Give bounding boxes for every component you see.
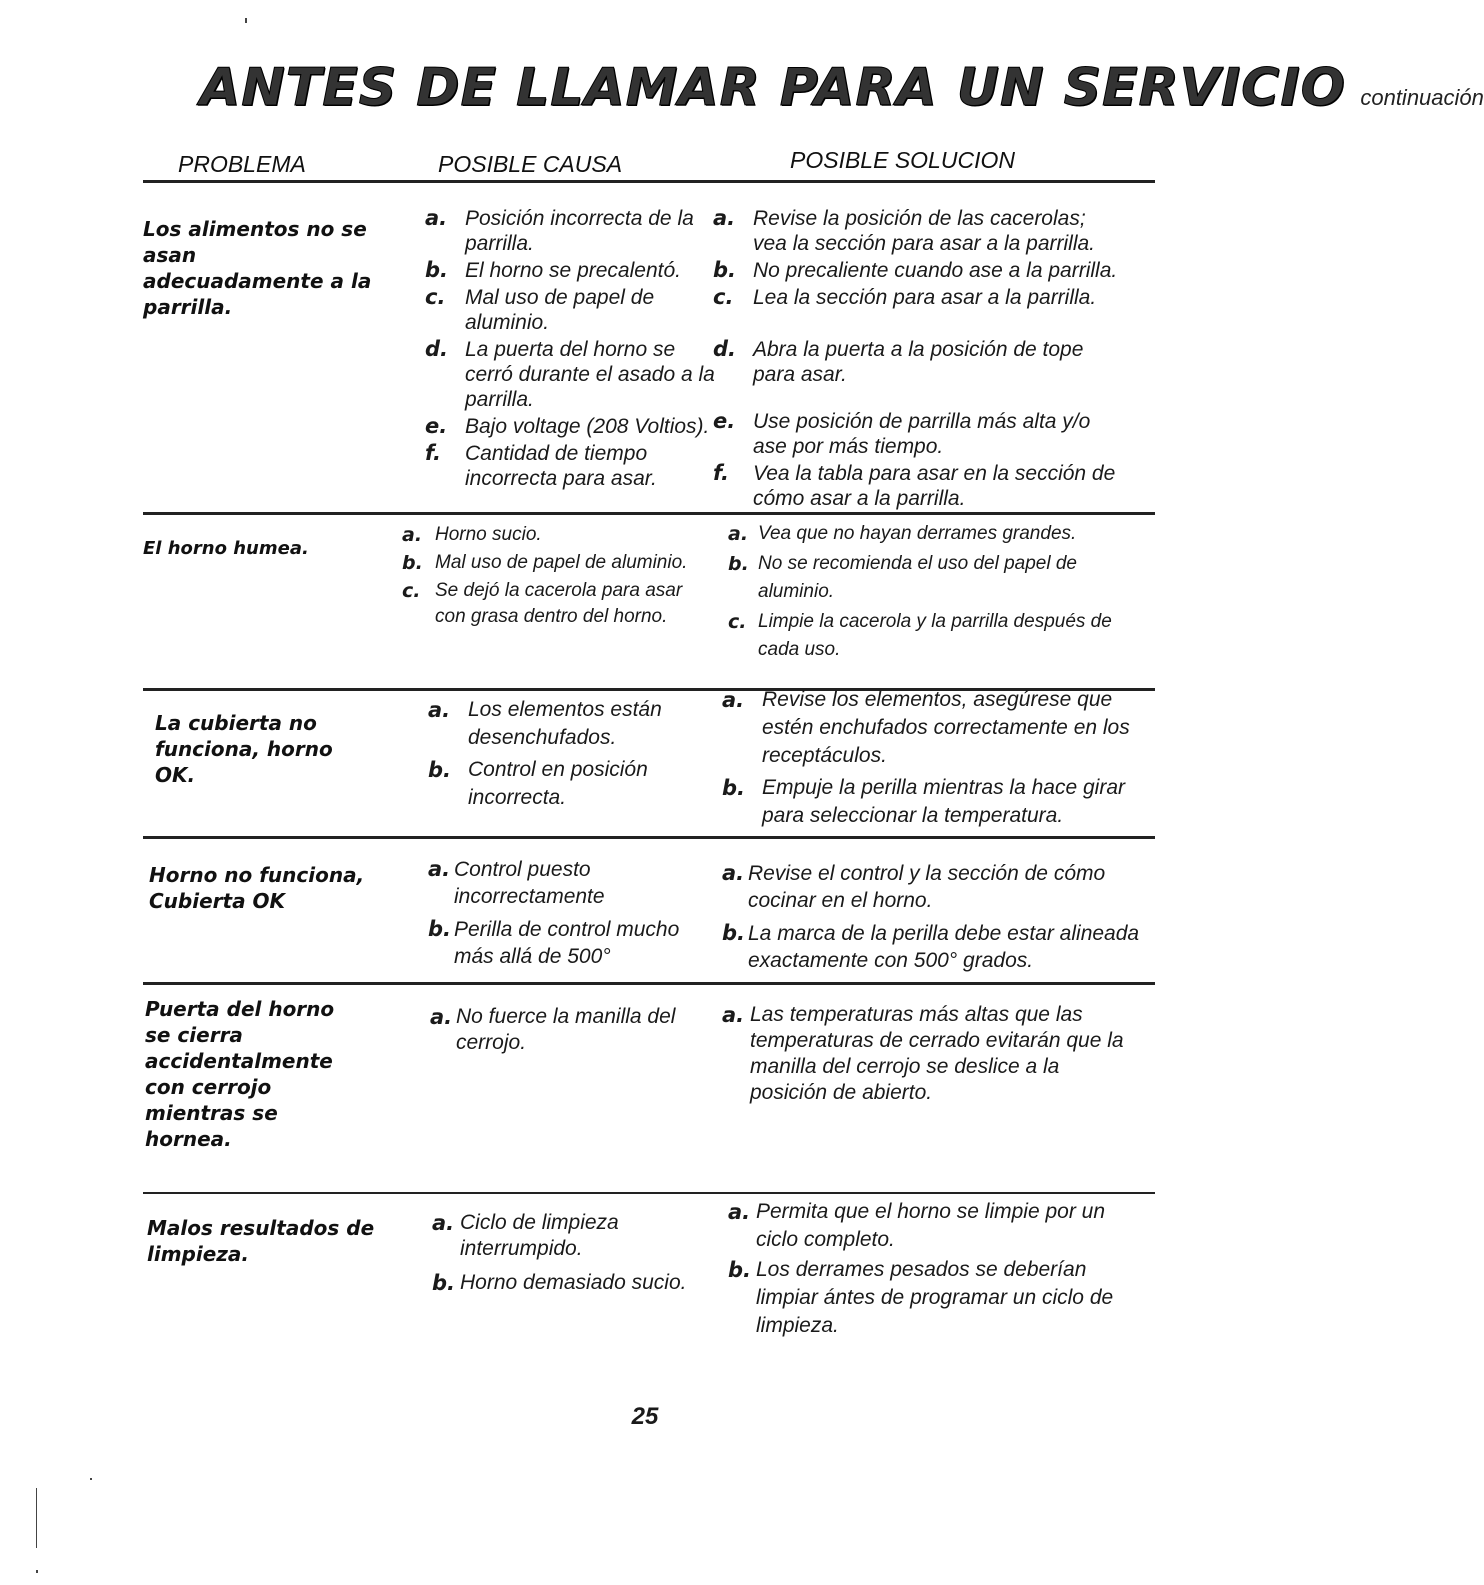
- cause-item: e. Bajo voltage (208 Voltios).: [425, 414, 710, 438]
- page-header: [200, 58, 1484, 118]
- causes-3: [428, 696, 698, 814]
- solutions-6: [728, 1198, 1138, 1342]
- causes-5: [430, 1004, 710, 1058]
- cause-item: a. Horno sucio.: [402, 524, 542, 546]
- solution-item: b. La marca de la perilla debe estar alineada exactamente con 500° grados.: [722, 921, 1140, 972]
- solution-item: b. No precaliente cuando ase a la parrilla.: [713, 258, 1118, 282]
- solutions-1: [713, 206, 1123, 513]
- causes-2: [402, 522, 692, 632]
- page-subtitle: continuación: [1360, 85, 1484, 110]
- solution-item: a. Vea que no hayan derrames grandes.: [728, 523, 1077, 545]
- cause-item: c. Mal uso de papel de aluminio.: [425, 285, 655, 334]
- row-divider: [143, 982, 1155, 985]
- solution-item: c. Lea la sección para asar a la parrilla.: [713, 285, 1097, 309]
- solution-item: e. Use posición de parrilla más alta y/o ase por más tiempo.: [713, 409, 1091, 458]
- row-divider: [143, 512, 1155, 515]
- row-divider: [143, 836, 1155, 839]
- causes-6: [432, 1210, 722, 1298]
- cause-item: a. Ciclo de limpieza interrumpido.: [432, 1211, 619, 1260]
- cause-item: d. La puerta del horno se cerró durante el asado a la parrilla.: [425, 337, 715, 411]
- problem-1: Los alimentos no se asan adecuadamente a la parrilla.: [143, 217, 372, 319]
- cause-item: b. Perilla de control mucho más allá de 500°: [428, 917, 680, 968]
- problem-2: El horno humea.: [143, 538, 309, 559]
- solutions-3: [722, 686, 1142, 832]
- page-number: 25: [631, 1403, 659, 1430]
- problem-6: Malos resultados de limpieza.: [147, 1216, 375, 1266]
- solution-item: d. Abra la puerta a la posición de tope para asar.: [713, 337, 1084, 386]
- column-header-problem: PROBLEMA: [178, 151, 306, 177]
- cause-item: b. El horno se precalentó.: [425, 258, 681, 282]
- problem-5: Puerta del horno se cierra accidentalmente con cerrojo mientras se hornea.: [145, 997, 335, 1151]
- cause-item: f. Cantidad de tiempo incorrecta para asar.: [425, 441, 657, 490]
- cause-item: b. Control en posición incorrecta.: [428, 758, 648, 809]
- solution-item: a. Revise los elementos, asegúrese que estén enchufados correctamente en los receptáculos.: [722, 688, 1130, 767]
- solutions-4: [722, 860, 1142, 976]
- solutions-2: [728, 520, 1148, 666]
- problem-4: Horno no funciona, Cubierta OK: [149, 863, 365, 913]
- page-title: ANTES DE LLAMAR PARA UN SERVICIO: [200, 58, 1346, 118]
- header-rule: [143, 180, 1155, 183]
- scan-mark: [245, 18, 247, 23]
- cause-item: b. Mal uso de papel de aluminio.: [402, 552, 688, 574]
- solution-item: a. Revise el control y la sección de cómo cocinar en el horno.: [722, 861, 1106, 912]
- solution-item: f. Vea la tabla para asar en la sección de cómo asar a la parrilla.: [713, 461, 1116, 510]
- solution-item: a. Permita que el horno se limpie por un ciclo completo.: [728, 1200, 1106, 1251]
- solution-item: a. Las temperaturas más altas que las temperaturas de cerrado evitarán que la manilla del cerrojo se deslice a la posición de abierto.: [722, 1003, 1124, 1104]
- cause-item: a. No fuerce la manilla del cerrojo.: [430, 1005, 676, 1054]
- scan-mark: [90, 1478, 92, 1480]
- cause-item: a. Los elementos están desenchufados.: [428, 698, 662, 749]
- solution-item: c. Limpie la cacerola y la parrilla después de cada uso.: [728, 611, 1112, 660]
- cause-item: c. Se dejó la cacerola para asar con grasa dentro del horno.: [402, 580, 683, 627]
- problem-3: La cubierta no funciona, horno OK.: [155, 711, 333, 787]
- column-header-cause: POSIBLE CAUSA: [438, 151, 623, 177]
- causes-1: [425, 206, 715, 493]
- solution-item: b. Empuje la perilla mientras la hace girar para seleccionar la temperatura.: [722, 776, 1125, 827]
- row-divider: [143, 1192, 1155, 1194]
- solution-item: b. Los derrames pesados se deberían limpiar ántes de programar un ciclo de limpieza.: [728, 1258, 1114, 1337]
- cause-item: a. Control puesto incorrectamente: [428, 857, 605, 908]
- cause-item: a. Posición incorrecta de la parrilla.: [425, 206, 694, 255]
- causes-4: [428, 856, 718, 972]
- column-header-solution: POSIBLE SOLUCION: [790, 147, 1015, 173]
- scan-mark: [36, 1570, 38, 1573]
- scan-mark: [36, 1488, 37, 1548]
- solutions-5: [722, 1002, 1132, 1108]
- cause-item: b. Horno demasiado sucio.: [432, 1271, 687, 1295]
- solution-item: a. Revise la posición de las cacerolas; vea la sección para asar a la parrilla.: [713, 206, 1096, 255]
- solution-item: b. No se recomienda el uso del papel de aluminio.: [728, 553, 1077, 602]
